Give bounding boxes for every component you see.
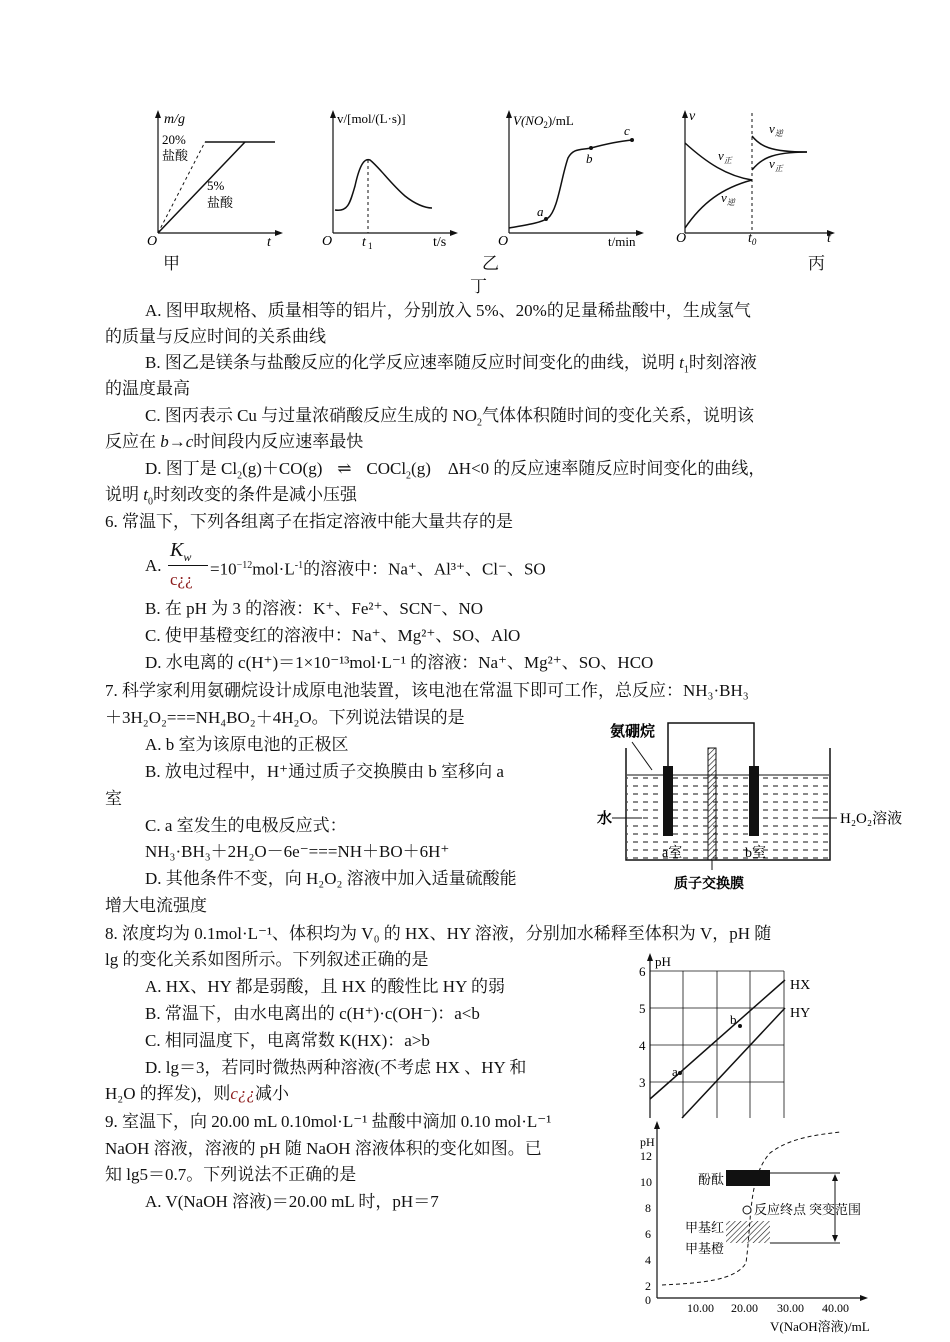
tick-x40: 40.00 <box>822 1301 849 1315</box>
q9-stem-line2: NaOH 溶液，溶液的 pH 随 NaOH 溶液体积的变化如图。已 <box>105 1139 542 1158</box>
tick-4: 4 <box>639 1038 646 1053</box>
label-v-zheng: $v_正$ <box>718 148 732 165</box>
label-membrane: 质子交换膜 <box>674 877 744 892</box>
caption-yi: 乙 <box>482 254 499 273</box>
tick-6: 6 <box>645 1227 651 1241</box>
ylabel: pH <box>640 1135 655 1149</box>
q7-stem-line2: ＋3H₂O₂===NH₄BO₂＋4H₂O。下列说法错误的是 <box>105 708 465 727</box>
point-b <box>738 1024 742 1028</box>
figure-jia <box>145 108 285 248</box>
figure-titration <box>640 1118 870 1340</box>
label-HX: HX <box>790 978 811 993</box>
label-b-room: b室 <box>745 846 766 861</box>
q6-option-a-label: A. <box>145 556 162 575</box>
label-HY: HY <box>790 1006 811 1021</box>
q7-option-b-line2: 室 <box>105 789 122 808</box>
label-b: b <box>586 151 593 166</box>
q6-option-b: B. 在 pH 为 3 的溶液：K⁺、Fe²⁺、SCN⁻、NO <box>145 599 484 618</box>
q7-stem-line1: 7. 科学家利用氨硼烷设计成原电池装置，该电池在常温下即可工作，总反应：NH₃·BH₃ <box>105 681 749 700</box>
label-methyl-red: 甲基红 <box>685 1220 725 1235</box>
electrode-b <box>749 766 759 836</box>
q5-option-b-line1: B. 图乙是镁条与盐酸反应的化学反应速率随反应时间变化的曲线，说明 $t_1$时刻溶液 <box>145 353 757 376</box>
q7-option-d-line1: D. 其他条件不变，向 H₂O₂ 溶液中加入适量硫酸能 <box>145 869 517 888</box>
ylabel: m/g <box>164 112 185 127</box>
tick-10: 10 <box>640 1175 652 1189</box>
phenolphthalein-range <box>726 1170 770 1186</box>
rate-curve <box>335 160 432 211</box>
xlabel: t/min <box>608 234 636 249</box>
ylabel: $V(NO_2)/mL$ <box>513 113 574 130</box>
q5-option-d-line2: 说明 $t_0$时刻改变的条件是减小压强 <box>105 485 357 508</box>
label-methyl-orange: 甲基橙 <box>685 1241 725 1256</box>
q5-option-a-line1: A. 图甲取规格、质量相等的铝片，分别放入 5%、20%的足量稀盐酸中，生成氢气 <box>145 301 751 320</box>
q7-option-c-line1: C. a 室发生的电极反应式： <box>145 816 347 835</box>
q9-stem-line1: 9. 室温下，向 20.00 mL 0.10mol·L⁻¹ 盐酸中滴加 0.10 mol·L⁻¹ <box>105 1112 552 1131</box>
tick-6: 6 <box>639 964 646 979</box>
caption-jia: 甲 <box>163 254 180 273</box>
ylabel: v <box>689 109 696 124</box>
v-ni-curve <box>685 180 752 228</box>
origin: O <box>147 234 158 249</box>
caption-bing: 丙 <box>808 254 825 273</box>
label-20b: 盐酸 <box>162 148 189 163</box>
ylabel: v/[mol/(L·s)] <box>337 111 406 126</box>
tick-0: 0 <box>645 1293 651 1307</box>
point-a <box>544 217 548 221</box>
tick-8: 8 <box>645 1201 651 1215</box>
point-c <box>630 138 634 142</box>
q6-frac-bottom: c¿¿ <box>170 570 193 589</box>
q6-option-d: D. 水电离的 c(H⁺)＝1×10⁻¹³mol·L⁻¹ 的溶液：Na⁺、Mg²⁺、SO、HCO <box>145 653 654 672</box>
q7-option-d-line2: 增大电流强度 <box>105 896 207 915</box>
label-phenolphthalein: 酚酞 <box>698 1172 725 1187</box>
q7-option-b-line1: B. 放电过程中，H⁺通过质子交换膜由 b 室移向 a <box>145 762 504 781</box>
origin: O <box>498 234 509 249</box>
tick-12: 12 <box>640 1149 652 1163</box>
label-a-room: a室 <box>662 846 683 861</box>
label-h2o2: H₂O₂溶液 <box>840 811 903 827</box>
origin: O <box>322 234 333 249</box>
label-b: b <box>730 1012 737 1027</box>
origin: O <box>676 231 687 246</box>
q5-option-b-line2: 的温度最高 <box>105 379 190 398</box>
q8-option-d-line2: H₂O 的挥发)，则c¿¿减小 <box>105 1084 289 1103</box>
label-v-zheng-2: $v_正$ <box>769 156 783 173</box>
caption-ding: 丁 <box>470 277 487 296</box>
q8-stem-line2: lg 的变化关系如图所示。下列叙述正确的是 <box>105 950 429 969</box>
q7-option-a: A. b 室为该原电池的正极区 <box>145 735 349 754</box>
q7-option-c-line2: NH₃·BH₃＋2H₂O－6e⁻===NH＋BO＋6H⁺ <box>145 842 450 861</box>
tick-5: 5 <box>639 1001 646 1016</box>
figure-ding <box>496 108 646 248</box>
point-b <box>589 146 593 150</box>
endpoint-marker <box>743 1206 751 1214</box>
figure-bing <box>672 108 842 248</box>
q5-option-c-line1: C. 图丙表示 Cu 与过量浓硝酸反应生成的 $NO_2$气体体积随时间的变化关系，说明该 <box>145 406 754 429</box>
proton-exchange-membrane <box>708 748 716 860</box>
xlabel: t/s <box>433 235 447 250</box>
q5-option-c-line2: 反应在 b→c时间段内反应速率最快 <box>105 432 364 451</box>
q8-option-a: A. HX、HY 都是弱酸，且 HX 的酸性比 HY 的弱 <box>145 977 505 996</box>
tick-x10: 10.00 <box>687 1301 714 1315</box>
q8-option-b: B. 常温下，由水电离出的 c(H⁺)·c(OH⁻)：a<b <box>145 1004 480 1023</box>
q9-stem-line3: 知 lg5＝0.7。下列说法不正确的是 <box>105 1165 357 1184</box>
methyl-orange-range <box>726 1221 770 1243</box>
q8-option-d-line1: D. lg＝3，若同时微热两种溶液(不考虑 HX 、HY 和 <box>145 1058 527 1077</box>
t1-sub: 1 <box>368 241 373 251</box>
tick-2: 2 <box>645 1279 651 1293</box>
label-ammonia-borane: 氨硼烷 <box>610 724 656 740</box>
q6-frac-top: $K_w$ <box>170 539 192 564</box>
label-5: 5% <box>207 178 225 193</box>
label-a: a <box>672 1064 678 1079</box>
t1-label: t <box>362 235 366 250</box>
label-a: a <box>537 204 544 219</box>
label-v-ni-2: $v_逆$ <box>769 121 783 138</box>
q6-option-a-rest: $=10^{-12}mol\cdot L^{-1}$的溶液中：Na⁺、Al³⁺、Cl⁻、SO <box>210 559 546 579</box>
label-5b: 盐酸 <box>207 195 234 210</box>
electrode-a <box>663 766 673 836</box>
figure-ph-dilution <box>630 952 830 1118</box>
tick-4: 4 <box>645 1253 651 1267</box>
tick-3: 3 <box>639 1075 646 1090</box>
label-jump-range: 突变范围 <box>809 1202 862 1217</box>
label-water: 水 <box>597 811 613 827</box>
tick-x30: 30.00 <box>777 1301 804 1315</box>
volume-curve <box>509 140 632 228</box>
figure-battery <box>592 718 903 896</box>
xlabel: t <box>267 235 271 250</box>
q8-option-c: C. 相同温度下，电离常数 K(HX)：a>b <box>145 1031 430 1050</box>
tick-x20: 20.00 <box>731 1301 758 1315</box>
label-endpoint: 反应终点 <box>754 1202 807 1217</box>
q5-option-a-line2: 的质量与反应时间的关系曲线 <box>105 327 326 346</box>
t0-label: $t_0$ <box>748 231 757 247</box>
xlabel: t <box>827 231 831 246</box>
label-20: 20% <box>162 132 186 147</box>
q5-option-d-line1: D. 图丁是 $Cl_2(g)+CO(g)$ ⇌ COCl$_2$(g) ΔH<0 的反应速率随反应时间变化的曲线， <box>145 459 766 482</box>
label-v-ni: $v_逆$ <box>721 190 735 207</box>
label-c: c <box>624 123 630 138</box>
ylabel: pH <box>655 954 671 969</box>
figure-yi <box>320 108 460 251</box>
q6-option-c: C. 使甲基橙变红的溶液中：Na⁺、Mg²⁺、SO、AlO <box>145 626 521 645</box>
q6-stem: 6. 常温下，下列各组离子在指定溶液中能大量共存的是 <box>105 512 513 531</box>
point-a <box>678 1071 682 1075</box>
q9-option-a: A. V(NaOH 溶液)＝20.00 mL 时，pH＝7 <box>145 1192 439 1211</box>
fraction-bar <box>168 565 208 566</box>
xlabel: V(NaOH溶液)/mL <box>770 1319 870 1334</box>
q8-stem-line1: 8. 浓度均为 0.1mol·L⁻¹、体积均为 V₀ 的 HX、HY 溶液，分别加水稀释至体积为 V，pH 随 <box>105 924 772 943</box>
